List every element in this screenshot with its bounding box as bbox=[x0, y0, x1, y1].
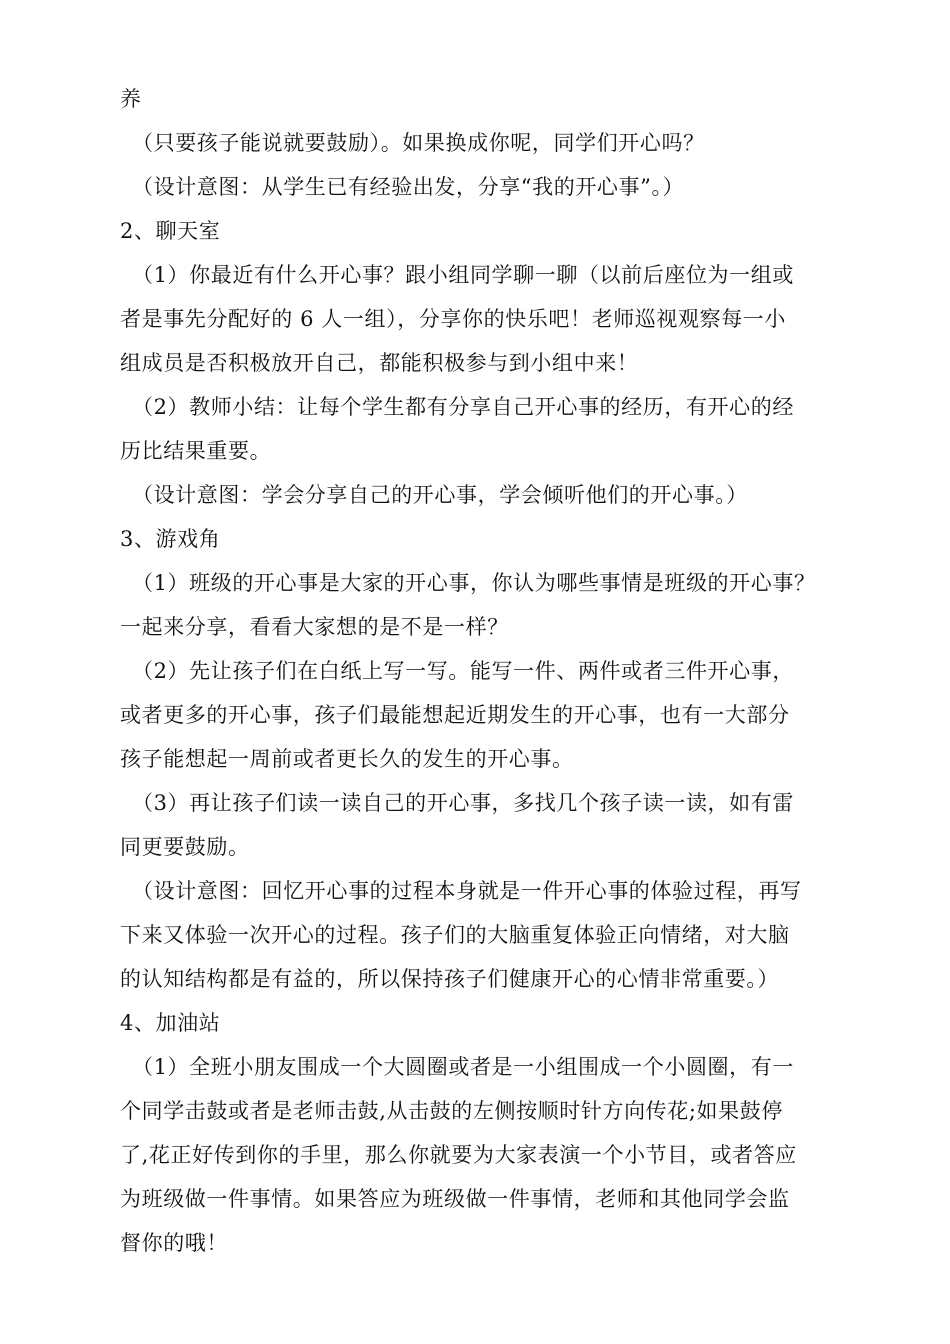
text-line: 为班级做一件事情。如果答应为班级做一件事情，老师和其他同学会监 bbox=[120, 1187, 790, 1211]
text-line: 孩子能想起一周前或者更长久的发生的开心事。 bbox=[120, 747, 574, 771]
text-line: （2）教师小结：让每个学生都有分享自己开心事的经历，有开心的经 bbox=[132, 395, 794, 419]
section-heading: 3、游戏角 bbox=[120, 527, 221, 551]
text-line: 了,花正好传到你的手里，那么你就要为大家表演一个小节目，或者答应 bbox=[120, 1143, 797, 1167]
text-line: 者是事先分配好的 6 人一组），分享你的快乐吧！老师巡视观察每一小 bbox=[120, 307, 787, 331]
text-line: （1）全班小朋友围成一个大圆圈或者是一小组围成一个小圆圈，有一 bbox=[132, 1055, 794, 1079]
text-line: （1）你最近有什么开心事？跟小组同学聊一聊（以前后座位为一组或 bbox=[132, 263, 794, 287]
text-line: 督你的哦！ bbox=[120, 1231, 228, 1255]
text-line: （设计意图：从学生已有经验出发，分享“我的开心事”。） bbox=[132, 175, 685, 199]
section-heading: 4、加油站 bbox=[120, 1011, 221, 1035]
section-heading: 2、聊天室 bbox=[120, 219, 221, 243]
text-line: 或者更多的开心事，孩子们最能想起近期发生的开心事，也有一大部分 bbox=[120, 703, 790, 727]
text-line: 的认知结构都是有益的，所以保持孩子们健康开心的心情非常重要。） bbox=[120, 967, 780, 991]
text-line: 养 bbox=[120, 87, 142, 111]
text-line: 一起来分享，看看大家想的是不是一样？ bbox=[120, 615, 509, 639]
text-line: 同更要鼓励。 bbox=[120, 835, 250, 859]
text-line: 组成员是否积极放开自己，都能积极参与到小组中来！ bbox=[120, 351, 639, 375]
text-line: 个同学击鼓或者是老师击鼓,从击鼓的左侧按顺时针方向传花;如果鼓停 bbox=[120, 1099, 783, 1123]
text-line: （只要孩子能说就要鼓励）。如果换成你呢，同学们开心吗？ bbox=[132, 131, 705, 155]
text-line: （3）再让孩子们读一读自己的开心事，多找几个孩子读一读，如有雷 bbox=[132, 791, 794, 815]
text-line: （设计意图：学会分享自己的开心事，学会倾听他们的开心事。） bbox=[132, 483, 748, 507]
text-line: 历比结果重要。 bbox=[120, 439, 272, 463]
text-line: （1）班级的开心事是大家的开心事，你认为哪些事情是班级的开心事？ bbox=[132, 571, 816, 595]
text-line: 下来又体验一次开心的过程。孩子们的大脑重复体验正向情绪，对大脑 bbox=[120, 923, 790, 947]
text-line: （设计意图：回忆开心事的过程本身就是一件开心事的体验过程，再写 bbox=[132, 879, 802, 903]
text-line: （2）先让孩子们在白纸上写一写。能写一件、两件或者三件开心事， bbox=[132, 659, 794, 683]
